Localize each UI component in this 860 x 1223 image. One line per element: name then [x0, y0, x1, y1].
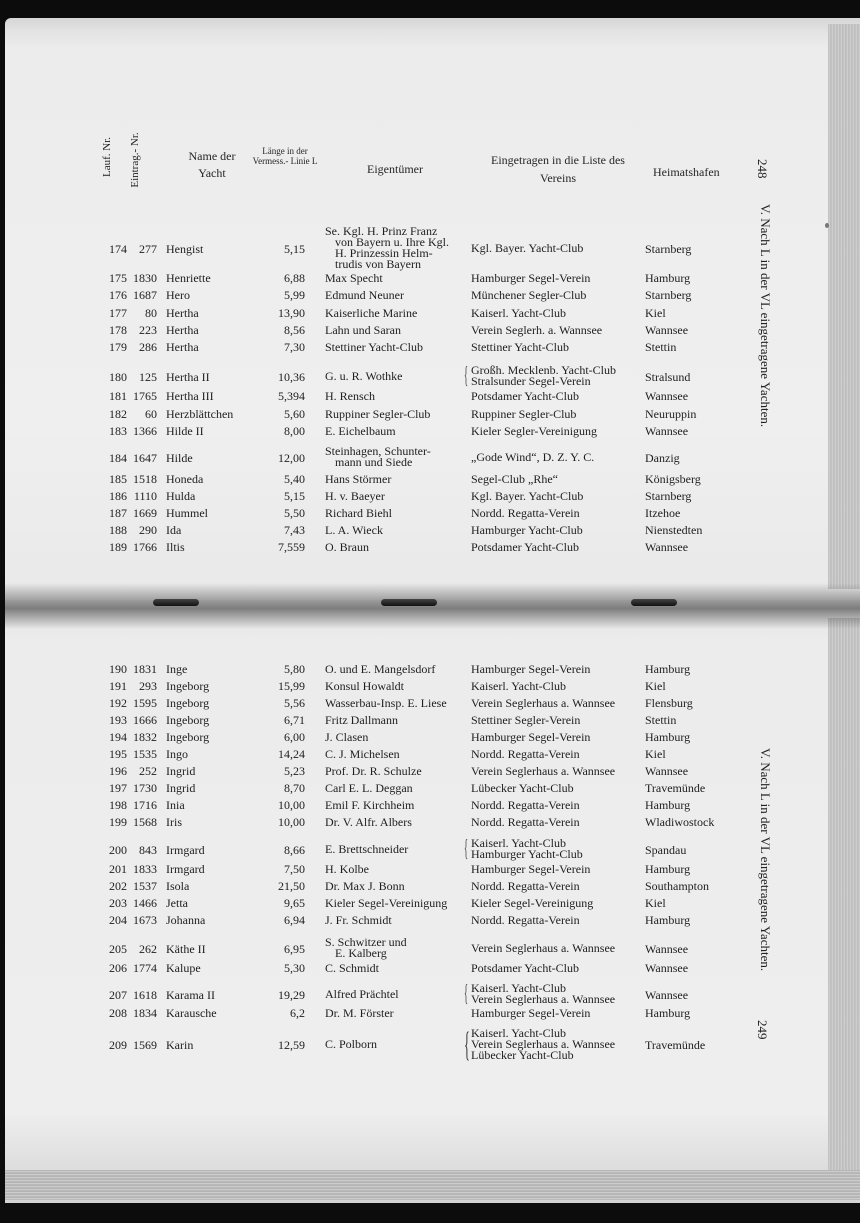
book-gutter [5, 583, 860, 629]
owner-line: H. v. Baeyer [325, 489, 385, 503]
home-port-cell: Starnberg [645, 241, 692, 256]
yacht-name-cell: Ingeborg [166, 679, 210, 693]
home-port-cell: Wannsee [645, 389, 689, 403]
owner-line: H. Kolbe [325, 862, 369, 876]
yacht-name-cell: Iris [166, 815, 182, 829]
yacht-name-cell: Kalupe [166, 961, 201, 975]
club-line: Hamburger Yacht-Club [471, 523, 583, 537]
length-cell: 6,94 [284, 913, 305, 927]
owner-line: mann und Siede [335, 455, 413, 469]
header-eigentuemer: Eigentümer [367, 162, 423, 176]
yacht-name-cell: Ingeborg [166, 730, 210, 744]
owner-line: Emil F. Kirchheim [325, 798, 415, 812]
club-line: Stralsunder Segel-Verein [471, 374, 591, 388]
club-line: Verein Seglerh. a. Wannsee [471, 323, 603, 337]
length-cell: 5,99 [284, 288, 305, 302]
owner-line: Dr. M. Förster [325, 1006, 394, 1020]
club-line: Kaiserl. Yacht-Club [471, 1026, 566, 1040]
home-port-cell: Stettin [645, 713, 677, 727]
lauf-nr-cell: 191 [109, 679, 127, 693]
length-cell: 5,56 [284, 696, 305, 710]
home-port-cell: Hamburg [645, 798, 691, 812]
eintrag-nr-cell: 1766 [133, 540, 157, 554]
owner-line: L. A. Wieck [325, 523, 383, 537]
header-name: Name der Yacht [188, 149, 236, 180]
yacht-name-cell: Ingrid [166, 764, 196, 778]
length-cell: 5,40 [284, 472, 305, 486]
lauf-nr-cell: 207 [109, 987, 127, 1002]
club-line: Verein Seglerhaus a. Wannsee [471, 764, 616, 778]
club-line: Segel-Club „Rhe“ [471, 472, 558, 486]
yacht-name-cell: Hilde [166, 450, 193, 465]
home-port-cell: Travemünde [645, 781, 706, 795]
yacht-name-cell: Hertha III [166, 389, 214, 403]
eintrag-nr-cell: 1568 [133, 815, 157, 829]
yacht-name-cell: Hero [166, 288, 190, 302]
eintrag-nr-cell: 60 [145, 407, 157, 421]
club-line: Kgl. Bayer. Yacht-Club [471, 240, 584, 255]
eintrag-nr-cell: 1537 [133, 879, 157, 893]
owner-line: Max Specht [325, 271, 383, 285]
owner-line: J. Clasen [325, 730, 369, 744]
owner-line: O. Braun [325, 540, 369, 554]
length-cell: 12,00 [278, 450, 305, 465]
lauf-nr-cell: 176 [109, 288, 127, 302]
owner-line: Edmund Neuner [325, 288, 404, 302]
club-line: Kaiserl. Yacht-Club [471, 679, 566, 693]
yacht-name-cell: Irmgard [166, 862, 205, 876]
club-line: Nordd. Regatta-Verein [471, 747, 580, 761]
club-line: Nordd. Regatta-Verein [471, 506, 580, 520]
club-line: „Gode Wind“, D. Z. Y. C. [471, 449, 595, 464]
length-cell: 7,43 [284, 523, 305, 537]
eintrag-nr-cell: 80 [145, 306, 157, 320]
eintrag-nr-cell: 1830 [133, 271, 157, 285]
page-249 [5, 600, 860, 1203]
owner-line: Ruppiner Segler-Club [325, 407, 431, 421]
eintrag-nr-cell: 1669 [133, 506, 157, 520]
lauf-nr-cell: 203 [109, 896, 127, 910]
yacht-name-cell: Inge [166, 662, 188, 676]
lauf-nr-cell: 182 [109, 407, 127, 421]
length-cell: 6,2 [290, 1006, 305, 1020]
home-port-cell: Kiel [645, 747, 666, 761]
home-port-cell: Wannsee [645, 987, 689, 1002]
yacht-name-cell: Karausche [166, 1006, 217, 1020]
length-cell: 6,95 [284, 941, 305, 956]
home-port-cell: Stralsund [645, 369, 691, 384]
eintrag-nr-cell: 1765 [133, 389, 157, 403]
owner-line: Prof. Dr. R. Schulze [325, 764, 422, 778]
length-cell: 10,00 [278, 798, 305, 812]
lauf-nr-cell: 186 [109, 489, 127, 503]
lauf-nr-cell: 192 [109, 696, 127, 710]
club-line: Hamburger Segel-Verein [471, 271, 591, 285]
owner-line: Se. Kgl. H. Prinz Franz [325, 224, 438, 238]
length-cell: 7,559 [278, 540, 305, 554]
length-cell: 6,71 [284, 713, 305, 727]
owner-line: O. und E. Mangelsdorf [325, 662, 436, 676]
brace-mark: { [464, 836, 469, 862]
length-cell: 5,50 [284, 506, 305, 520]
eintrag-nr-cell: 293 [139, 679, 157, 693]
length-cell: 5,30 [284, 961, 305, 975]
home-port-cell: Hamburg [645, 271, 691, 285]
eintrag-nr-cell: 1366 [133, 424, 157, 438]
lauf-nr-cell: 197 [109, 781, 127, 795]
club-line: Nordd. Regatta-Verein [471, 913, 580, 927]
owner-line: Lahn und Saran [325, 323, 401, 337]
eintrag-nr-cell: 1647 [133, 450, 157, 465]
club-line: Kaiserl. Yacht-Club [471, 981, 566, 995]
home-port-cell: Stettin [645, 340, 677, 354]
eintrag-nr-cell: 223 [139, 323, 157, 337]
eintrag-nr-cell: 843 [139, 842, 157, 857]
length-cell: 10,00 [278, 815, 305, 829]
length-cell: 15,99 [278, 679, 305, 693]
owner-line: Carl E. L. Deggan [325, 781, 413, 795]
lauf-nr-cell: 198 [109, 798, 127, 812]
lauf-nr-cell: 190 [109, 662, 127, 676]
home-port-cell: Hamburg [645, 730, 691, 744]
club-line: Nordd. Regatta-Verein [471, 798, 580, 812]
lauf-nr-cell: 185 [109, 472, 127, 486]
home-port-cell: Itzehoe [645, 506, 681, 520]
length-cell: 19,29 [278, 987, 305, 1002]
yacht-name-cell: Herzblättchen [166, 407, 234, 421]
owner-line: J. Fr. Schmidt [325, 913, 392, 927]
club-line: Stettiner Yacht-Club [471, 340, 569, 354]
yacht-name-cell: Iltis [166, 540, 185, 554]
brace-mark: { [464, 981, 469, 1007]
home-port-cell: Wannsee [645, 323, 689, 337]
eintrag-nr-cell: 1618 [133, 987, 157, 1002]
home-port-cell: Neuruppin [645, 407, 697, 421]
home-port-cell: Kiel [645, 679, 666, 693]
length-cell: 13,90 [278, 306, 305, 320]
length-cell: 5,15 [284, 241, 305, 256]
page-stack-edge [5, 1170, 860, 1200]
owner-line: Wasserbau-Insp. E. Liese [325, 696, 447, 710]
yacht-name-cell: Jetta [166, 896, 188, 910]
length-cell: 5,23 [284, 764, 305, 778]
home-port-cell: Wannsee [645, 424, 689, 438]
lauf-nr-cell: 202 [109, 879, 127, 893]
club-line: Potsdamer Yacht-Club [471, 961, 579, 975]
header-eingetragen: Eingetragen in die Liste des Vereins [491, 153, 625, 185]
club-line: Hamburger Segel-Verein [471, 730, 591, 744]
eintrag-nr-cell: 1774 [133, 961, 157, 975]
page-edge [828, 24, 860, 589]
home-port-cell: Starnberg [645, 288, 692, 302]
length-cell: 7,50 [284, 862, 305, 876]
owner-line: G. u. R. Wothke [325, 368, 403, 383]
yacht-name-cell: Käthe II [166, 941, 206, 956]
owner-line: C. Polborn [325, 1037, 378, 1051]
lauf-nr-cell: 188 [109, 523, 127, 537]
lauf-nr-cell: 195 [109, 747, 127, 761]
binding-clasp [153, 599, 199, 606]
club-line: Hamburger Segel-Verein [471, 862, 591, 876]
club-line: Verein Seglerhaus a. Wannsee [471, 992, 616, 1006]
yacht-name-cell: Irmgard [166, 842, 205, 857]
lauf-nr-cell: 181 [109, 389, 127, 403]
home-port-cell: Königsberg [645, 472, 701, 486]
eintrag-nr-cell: 1518 [133, 472, 157, 486]
home-port-cell: Kiel [645, 896, 666, 910]
club-line: Kaiserl. Yacht-Club [471, 306, 566, 320]
club-line: Verein Seglerhaus a. Wannsee [471, 696, 616, 710]
lauf-nr-cell: 196 [109, 764, 127, 778]
eintrag-nr-cell: 1833 [133, 862, 157, 876]
length-cell: 5,394 [278, 389, 305, 403]
club-line: Kieler Segel-Vereinigung [471, 896, 594, 910]
club-line: Kgl. Bayer. Yacht-Club [471, 489, 584, 503]
eintrag-nr-cell: 277 [139, 241, 157, 256]
binding-clasp [631, 599, 677, 606]
yacht-name-cell: Hertha [166, 306, 199, 320]
yacht-name-cell: Hertha [166, 323, 199, 337]
home-port-cell: Wladiwostock [645, 815, 715, 829]
club-line: Großh. Mecklenb. Yacht-Club [471, 363, 616, 377]
yacht-name-cell: Ingo [166, 747, 188, 761]
page-248 [5, 18, 860, 600]
eintrag-nr-cell: 1569 [133, 1038, 157, 1052]
lauf-nr-cell: 187 [109, 506, 127, 520]
ink-spot [825, 223, 829, 228]
club-line: Münchener Segler-Club [471, 288, 587, 302]
book-spread [5, 18, 860, 1203]
length-cell: 5,15 [284, 489, 305, 503]
owner-line: C. J. Michelsen [325, 747, 400, 761]
lauf-nr-cell: 208 [109, 1006, 127, 1020]
lauf-nr-cell: 209 [109, 1038, 127, 1052]
owner-line: Fritz Dallmann [325, 713, 398, 727]
lauf-nr-cell: 194 [109, 730, 127, 744]
length-cell: 6,88 [284, 271, 305, 285]
club-line: Stettiner Segler-Verein [471, 713, 581, 727]
club-line: Verein Seglerhaus a. Wannsee [471, 940, 616, 955]
page-edge [828, 618, 860, 1178]
home-port-cell: Danzig [645, 450, 680, 465]
home-port-cell: Wannsee [645, 941, 689, 956]
yacht-name-cell: Ingrid [166, 781, 196, 795]
lauf-nr-cell: 201 [109, 862, 127, 876]
club-line: Hamburger Segel-Verein [471, 1006, 591, 1020]
lauf-nr-cell: 193 [109, 713, 127, 727]
yacht-name-cell: Isola [166, 879, 190, 893]
home-port-cell: Hamburg [645, 1006, 691, 1020]
lauf-nr-cell: 174 [109, 241, 127, 256]
yacht-name-cell: Ida [166, 523, 182, 537]
home-port-cell: Starnberg [645, 489, 692, 503]
length-cell: 14,24 [278, 747, 305, 761]
eintrag-nr-cell: 286 [139, 340, 157, 354]
yacht-name-cell: Hummel [166, 506, 208, 520]
club-line: Nordd. Regatta-Verein [471, 879, 580, 893]
club-line: Kaiserl. Yacht-Club [471, 836, 566, 850]
header-lauf-nr: Lauf. Nr. [101, 137, 113, 178]
home-port-cell: Nienstedten [645, 523, 703, 537]
eintrag-nr-cell: 1834 [133, 1006, 157, 1020]
eintrag-nr-cell: 1535 [133, 747, 157, 761]
owner-line: Richard Biehl [325, 506, 392, 520]
lauf-nr-cell: 178 [109, 323, 127, 337]
length-cell: 9,65 [284, 896, 305, 910]
owner-line: Dr. Max J. Bonn [325, 879, 405, 893]
eintrag-nr-cell: 252 [139, 764, 157, 778]
yacht-name-cell: Honeda [166, 472, 204, 486]
length-cell: 8,66 [284, 842, 305, 857]
yacht-name-cell: Ingeborg [166, 696, 210, 710]
lauf-nr-cell: 179 [109, 340, 127, 354]
yacht-name-cell: Johanna [166, 913, 206, 927]
header-eintrag-nr: Eintrag.- Nr. [129, 132, 141, 188]
club-line: Potsdamer Yacht-Club [471, 540, 579, 554]
lauf-nr-cell: 180 [109, 369, 127, 384]
yacht-name-cell: Hilde II [166, 424, 204, 438]
owner-line: Kieler Segel-Vereinigung [325, 896, 448, 910]
owner-line: trudis von Bayern [335, 257, 421, 271]
club-line: Hamburger Yacht-Club [471, 847, 583, 861]
binding-clasp [381, 599, 437, 606]
eintrag-nr-cell: 290 [139, 523, 157, 537]
length-cell: 6,00 [284, 730, 305, 744]
length-cell: 12,59 [278, 1038, 305, 1052]
owner-line: Hans Störmer [325, 472, 392, 486]
home-port-cell: Spandau [645, 842, 687, 857]
length-cell: 8,00 [284, 424, 305, 438]
eintrag-nr-cell: 1687 [133, 288, 157, 302]
home-port-cell: Wannsee [645, 764, 689, 778]
home-port-cell: Hamburg [645, 662, 691, 676]
owner-line: E. Brettschneider [325, 841, 409, 856]
length-cell: 7,30 [284, 340, 305, 354]
eintrag-nr-cell: 262 [139, 941, 157, 956]
length-cell: 21,50 [278, 879, 305, 893]
lauf-nr-cell: 199 [109, 815, 127, 829]
eintrag-nr-cell: 1466 [133, 896, 157, 910]
header-heimatshafen: Heimatshafen [653, 165, 720, 179]
length-cell: 5,60 [284, 407, 305, 421]
length-cell: 10,36 [278, 369, 305, 384]
running-title: V. Nach L in der VL eingetragene Yachten. [758, 748, 773, 972]
owner-line: H. Prinzessin Helm- [335, 246, 433, 260]
club-line: Potsdamer Yacht-Club [471, 389, 579, 403]
header-laenge: Länge in der Vermess.- Linie L [252, 146, 318, 166]
eintrag-nr-cell: 1832 [133, 730, 157, 744]
lauf-nr-cell: 204 [109, 913, 127, 927]
yacht-name-cell: Ingeborg [166, 713, 210, 727]
yacht-name-cell: Karin [166, 1038, 194, 1052]
yacht-name-cell: Hertha II [166, 369, 210, 384]
lauf-nr-cell: 175 [109, 271, 127, 285]
home-port-cell: Hamburg [645, 913, 691, 927]
brace-mark: { [464, 363, 469, 389]
eintrag-nr-cell: 125 [139, 369, 157, 384]
length-cell: 8,70 [284, 781, 305, 795]
eintrag-nr-cell: 1831 [133, 662, 157, 676]
yacht-name-cell: Hertha [166, 340, 199, 354]
yacht-name-cell: Inia [166, 798, 185, 812]
club-line: Kieler Segler-Vereinigung [471, 424, 598, 438]
club-line: Nordd. Regatta-Verein [471, 815, 580, 829]
club-line: Lübecker Yacht-Club [471, 1048, 574, 1062]
owner-line: H. Rensch [325, 389, 375, 403]
home-port-cell: Hamburg [645, 862, 691, 876]
owner-line: E. Kalberg [335, 946, 387, 960]
length-cell: 5,80 [284, 662, 305, 676]
club-line: Ruppiner Segler-Club [471, 407, 577, 421]
home-port-cell: Kiel [645, 306, 666, 320]
page-number: 249 [755, 1020, 770, 1040]
yacht-name-cell: Henriette [166, 271, 211, 285]
eintrag-nr-cell: 1673 [133, 913, 157, 927]
club-line: Hamburger Segel-Verein [471, 662, 591, 676]
lauf-nr-cell: 189 [109, 540, 127, 554]
lauf-nr-cell: 184 [109, 450, 127, 465]
lauf-nr-cell: 200 [109, 842, 127, 857]
lauf-nr-cell: 206 [109, 961, 127, 975]
eintrag-nr-cell: 1716 [133, 798, 157, 812]
owner-line: von Bayern u. Ihre Kgl. [335, 235, 449, 249]
owner-line: Konsul Howaldt [325, 679, 404, 693]
lauf-nr-cell: 205 [109, 941, 127, 956]
lauf-nr-cell: 177 [109, 306, 127, 320]
owner-line: E. Eichelbaum [325, 424, 396, 438]
lauf-nr-cell: 183 [109, 424, 127, 438]
brace-mark: { [464, 1025, 470, 1064]
club-line: Lübecker Yacht-Club [471, 781, 574, 795]
owner-line: Stettiner Yacht-Club [325, 340, 423, 354]
yacht-name-cell: Karama II [166, 987, 215, 1002]
home-port-cell: Wannsee [645, 961, 689, 975]
length-cell: 8,56 [284, 323, 305, 337]
owner-line: Steinhagen, Schunter- [325, 444, 431, 458]
owner-line: Dr. V. Alfr. Albers [325, 815, 412, 829]
eintrag-nr-cell: 1730 [133, 781, 157, 795]
owner-line: Alfred Prächtel [325, 986, 399, 1001]
eintrag-nr-cell: 1595 [133, 696, 157, 710]
owner-line: Kaiserliche Marine [325, 306, 418, 320]
home-port-cell: Southampton [645, 879, 710, 893]
eintrag-nr-cell: 1666 [133, 713, 157, 727]
running-title: V. Nach L in der VL eingetragene Yachten. [758, 204, 773, 428]
eintrag-nr-cell: 1110 [133, 489, 157, 503]
yacht-name-cell: Hulda [166, 489, 196, 503]
home-port-cell: Wannsee [645, 540, 689, 554]
home-port-cell: Travemünde [645, 1038, 706, 1052]
page-number: 248 [755, 159, 770, 179]
home-port-cell: Flensburg [645, 696, 693, 710]
owner-line: S. Schwitzer und [325, 935, 407, 949]
yacht-name-cell: Hengist [166, 241, 204, 256]
club-line: Verein Seglerhaus a. Wannsee [471, 1037, 616, 1051]
owner-line: C. Schmidt [325, 961, 380, 975]
